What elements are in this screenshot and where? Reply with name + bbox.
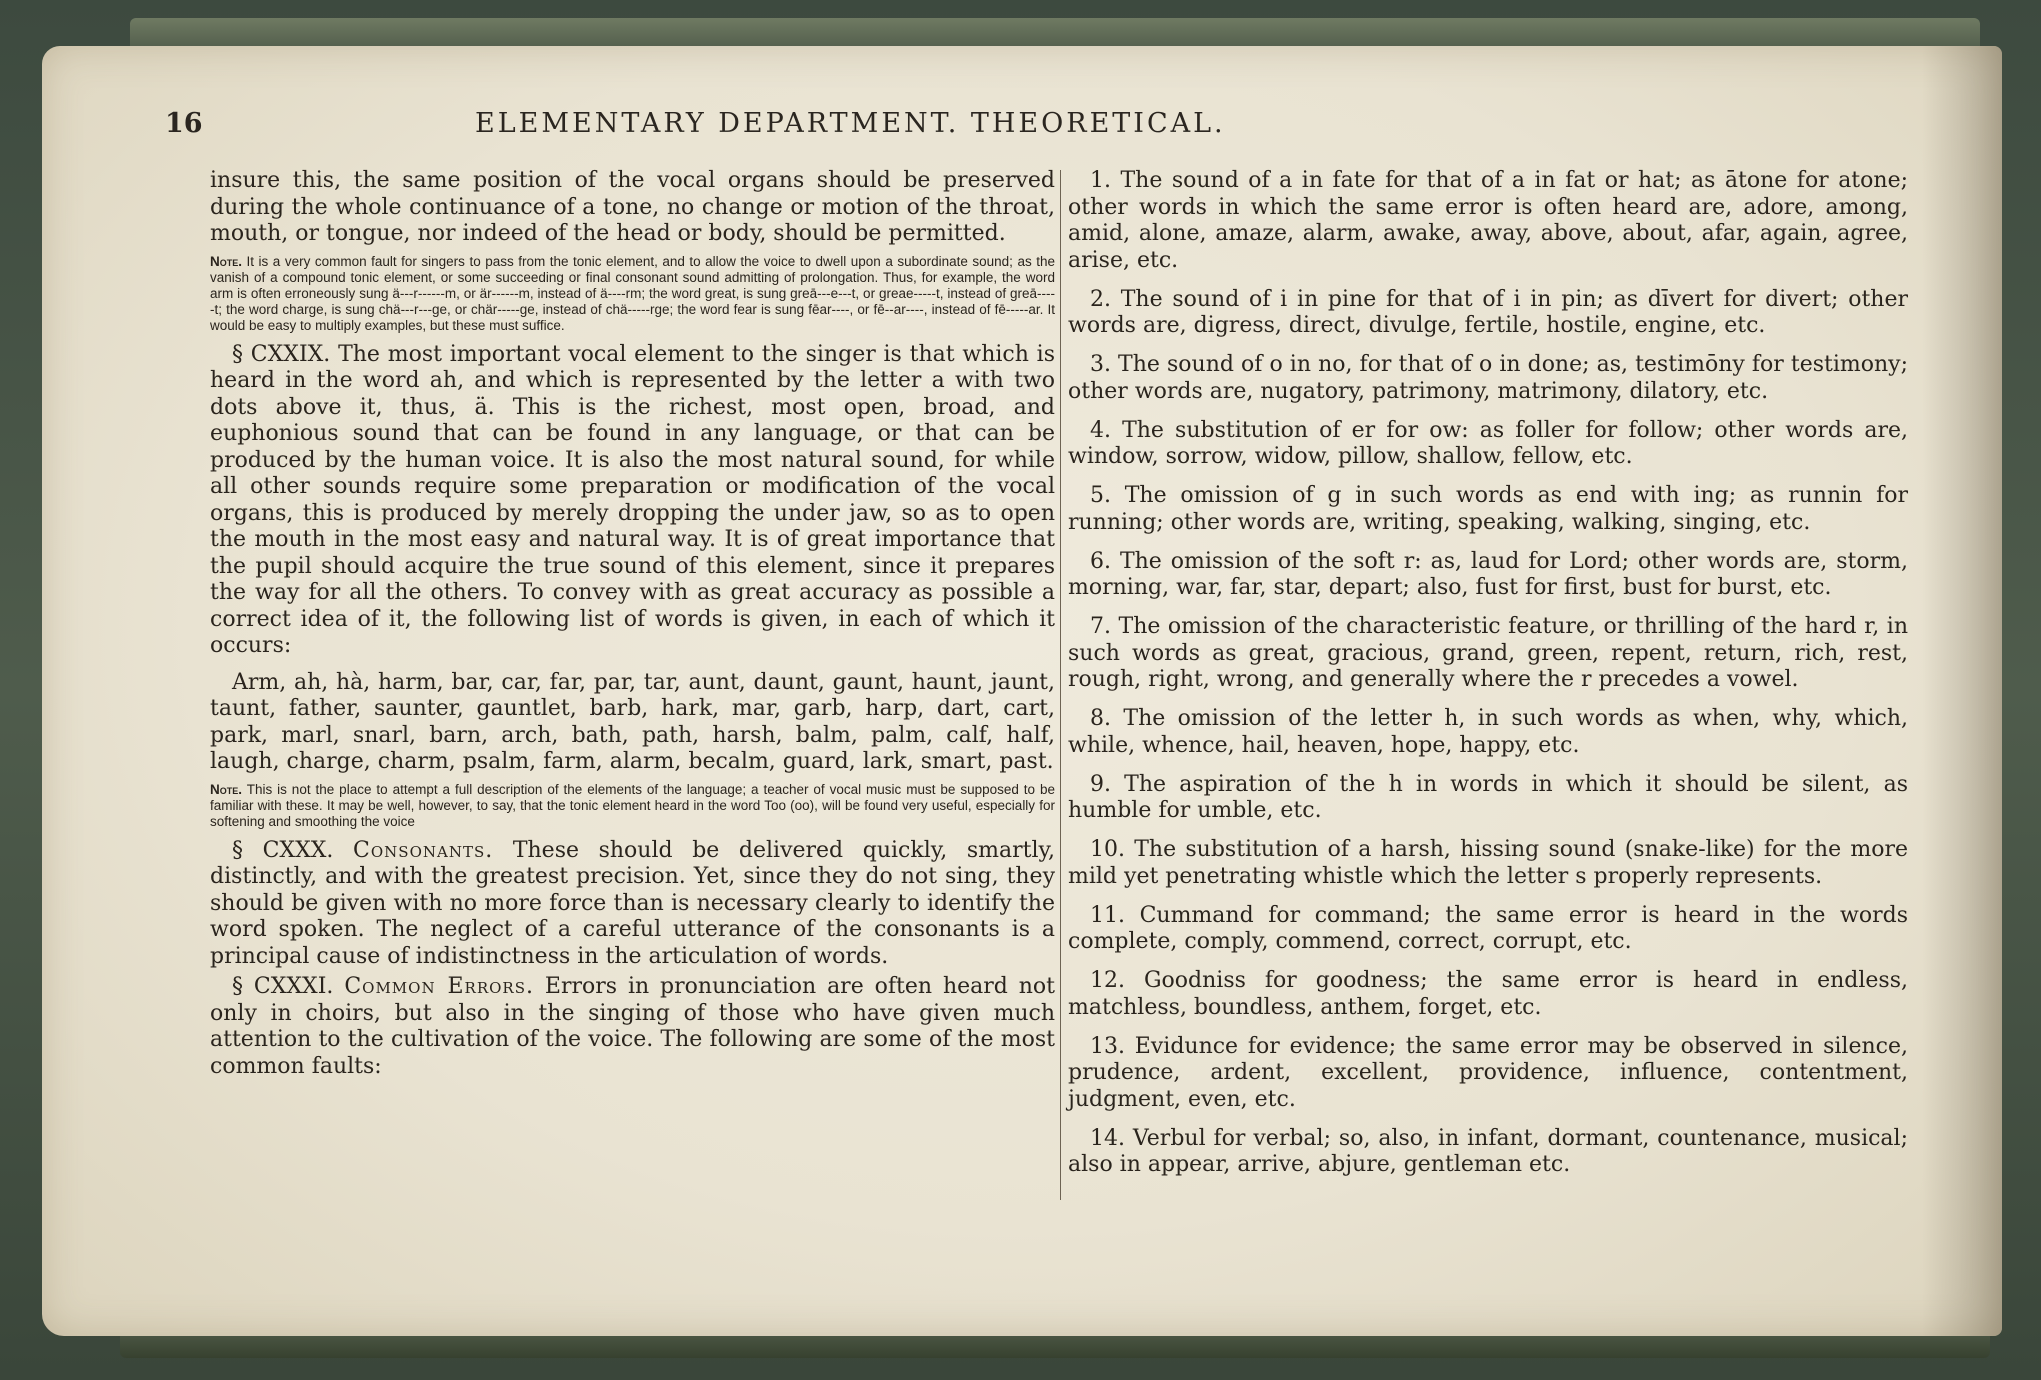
spine-shadow	[1922, 46, 2002, 1336]
error-item: 1. The sound of a in fate for that of a in fat or hat; as ātone for atone; other words in which the same error is often heard are, adore, among, amid, alone, amaze, alarm, awake, away, above, about, afar, again, agree, arise, etc.	[1068, 168, 1908, 273]
error-item: 12. Goodniss for goodness; the same error is heard in endless, matchless, boundless, anthem, forget, etc.	[1068, 968, 1908, 1020]
note-tonic-element	[210, 782, 1055, 830]
running-title: ELEMENTARY DEPARTMENT. THEORETICAL.	[475, 108, 1226, 139]
error-item: 7. The omission of the characteristic feature, or thrilling of the hard r, in such words as great, gracious, grand, green, repent, return, rich, rest, rough, right, wrong, and generally where the r precedes a vowel.	[1068, 614, 1908, 692]
error-item: 10. The substitution of a harsh, hissing sound (snake-like) for the more mild yet penetrating whistle which the letter s properly represents.	[1068, 837, 1908, 889]
section-cxxx	[210, 838, 1055, 971]
error-item: 11. Cummand for command; the same error is heard in the words complete, comply, commend, correct, corrupt, etc.	[1068, 902, 1908, 954]
error-item: 2. The sound of i in pine for that of i in pin; as dīvert for divert; other words are, digress, direct, divulge, fertile, hostile, engine, etc.	[1068, 286, 1908, 338]
section-heading: Common Errors.	[344, 974, 534, 999]
error-item: 6. The omission of the soft r: as, laud for Lord; other words are, storm, morning, war, far, star, depart; also, fust for first, bust for burst, etc.	[1068, 548, 1908, 600]
section-text: Errors in pronunciation are often heard not only in choirs, but also in the singing of those who have given much attention to the cultivation of the voice. The following are some of the most common faults:	[210, 974, 1055, 1079]
section-number: § CXXIX.	[232, 341, 331, 367]
right-column	[1068, 168, 1908, 1191]
section-cxxix	[210, 342, 1055, 660]
note-prolongation	[210, 254, 1055, 334]
error-item: 13. Evidunce for evidence; the same error may be observed in silence, prudence, ardent, excellent, providence, influence, contentment, judgment, even, etc.	[1068, 1033, 1908, 1112]
column-rule	[1060, 170, 1061, 1200]
note-label: Note.	[210, 781, 243, 797]
running-head	[165, 108, 1595, 148]
error-item: 5. The omission of g in such words as end with ing; as runnin for running; other words are, writing, speaking, walking, singing, etc.	[1068, 483, 1908, 535]
continued-paragraph: insure this, the same position of the vocal organs should be preserved during the whole continuance of a tone, no change or motion of the throat, mouth, or tongue, nor indeed of the head or body, should be permitted.	[210, 168, 1055, 246]
section-number: § CXXXI.	[232, 974, 334, 999]
note-text: This is not the place to attempt a full description of the elements of the language; a teacher of vocal music must be supposed to be familiar with these. It may be well, however, to say, that the tonic element heard in the word Too (oo), will be found very useful, especially for softening and smoothing the voice	[210, 781, 1055, 829]
section-heading: Consonants.	[353, 837, 494, 863]
ah-word-list: Arm, ah, hà, harm, bar, car, far, par, tar, aunt, daunt, gaunt, haunt, jaunt, taunt, father, saunter, gauntlet, barb, hark, mar, garb, harp, dart, cart, park, marl, snarl, barn, arch, bath, path, harsh, balm, palm, calf, half, laugh, charge, charm, psalm, farm, alarm, becalm, guard, lark, smart, past.	[210, 669, 1055, 774]
note-text: It is a very common fault for singers to pass from the tonic element, and to allow the voice to dwell upon a subordinate sound; as the vanish of a compound tonic element, or some succeeding or final consonant sound admitting of prolongation. Thus, for example, the word arm is often erroneously sung ä---r------m, or är------m, instead of ä----rm; the word great, is sung greā---e---t, or greae-----t, instead of greā-----t; the word charge, is sung chä---r---ge, or chär-----ge, instead of chä-----rge; the word fear is sung fēar----, or fē--ar----, instead of fē-----ar. It would be easy to multiply examples, but these must suffice.	[210, 253, 1055, 333]
left-column	[210, 168, 1055, 1080]
section-number: § CXXX.	[232, 837, 334, 863]
section-cxxxi	[210, 974, 1055, 1080]
section-text: The most important vocal element to the singer is that which is heard in the word ah, and which is represented by the letter a with two dots above it, thus, ä. This is the richest, most open, broad, and euphonious sound that can be found in any language, or that can be produced by the human voice. It is also the most natural sound, for while all other sounds require some preparation or modification of the vocal organs, this is produced by merely dropping the under jaw, so as to open the mouth in the most easy and natural way. It is of great importance that the pupil should acquire the true sound of this element, since it prepares the way for all the others. To convey with as great accuracy as possible a correct idea of it, the following list of words is given, in each of which it occurs:	[210, 341, 1056, 658]
page-number: 16	[165, 108, 203, 139]
note-label: Note.	[210, 253, 243, 269]
error-item: 4. The substitution of er for ow: as foller for follow; other words are, window, sorrow, widow, pillow, shallow, fellow, etc.	[1068, 417, 1908, 469]
error-item: 8. The omission of the letter h, in such words as when, why, which, while, whence, hail, heaven, hope, happy, etc.	[1068, 706, 1908, 758]
section-text: These should be delivered quickly, smartly, distinctly, and with the greatest precision. Yet, since they do not sing, they should be given with no more force than is necessary clearly to identify the word spoken. The neglect of a careful utterance of the consonants is a principal cause of indistinctness in the articulation of words.	[210, 837, 1055, 969]
error-item: 14. Verbul for verbal; so, also, in infant, dormant, countenance, musical; also in appear, arrive, abjure, gentleman etc.	[1068, 1125, 1908, 1177]
error-item: 3. The sound of o in no, for that of o in done; as, testimōny for testimony; other words are, nugatory, patrimony, matrimony, dilatory, etc.	[1068, 352, 1908, 404]
error-item: 9. The aspiration of the h in words in which it should be silent, as humble for umble, etc.	[1068, 771, 1908, 823]
